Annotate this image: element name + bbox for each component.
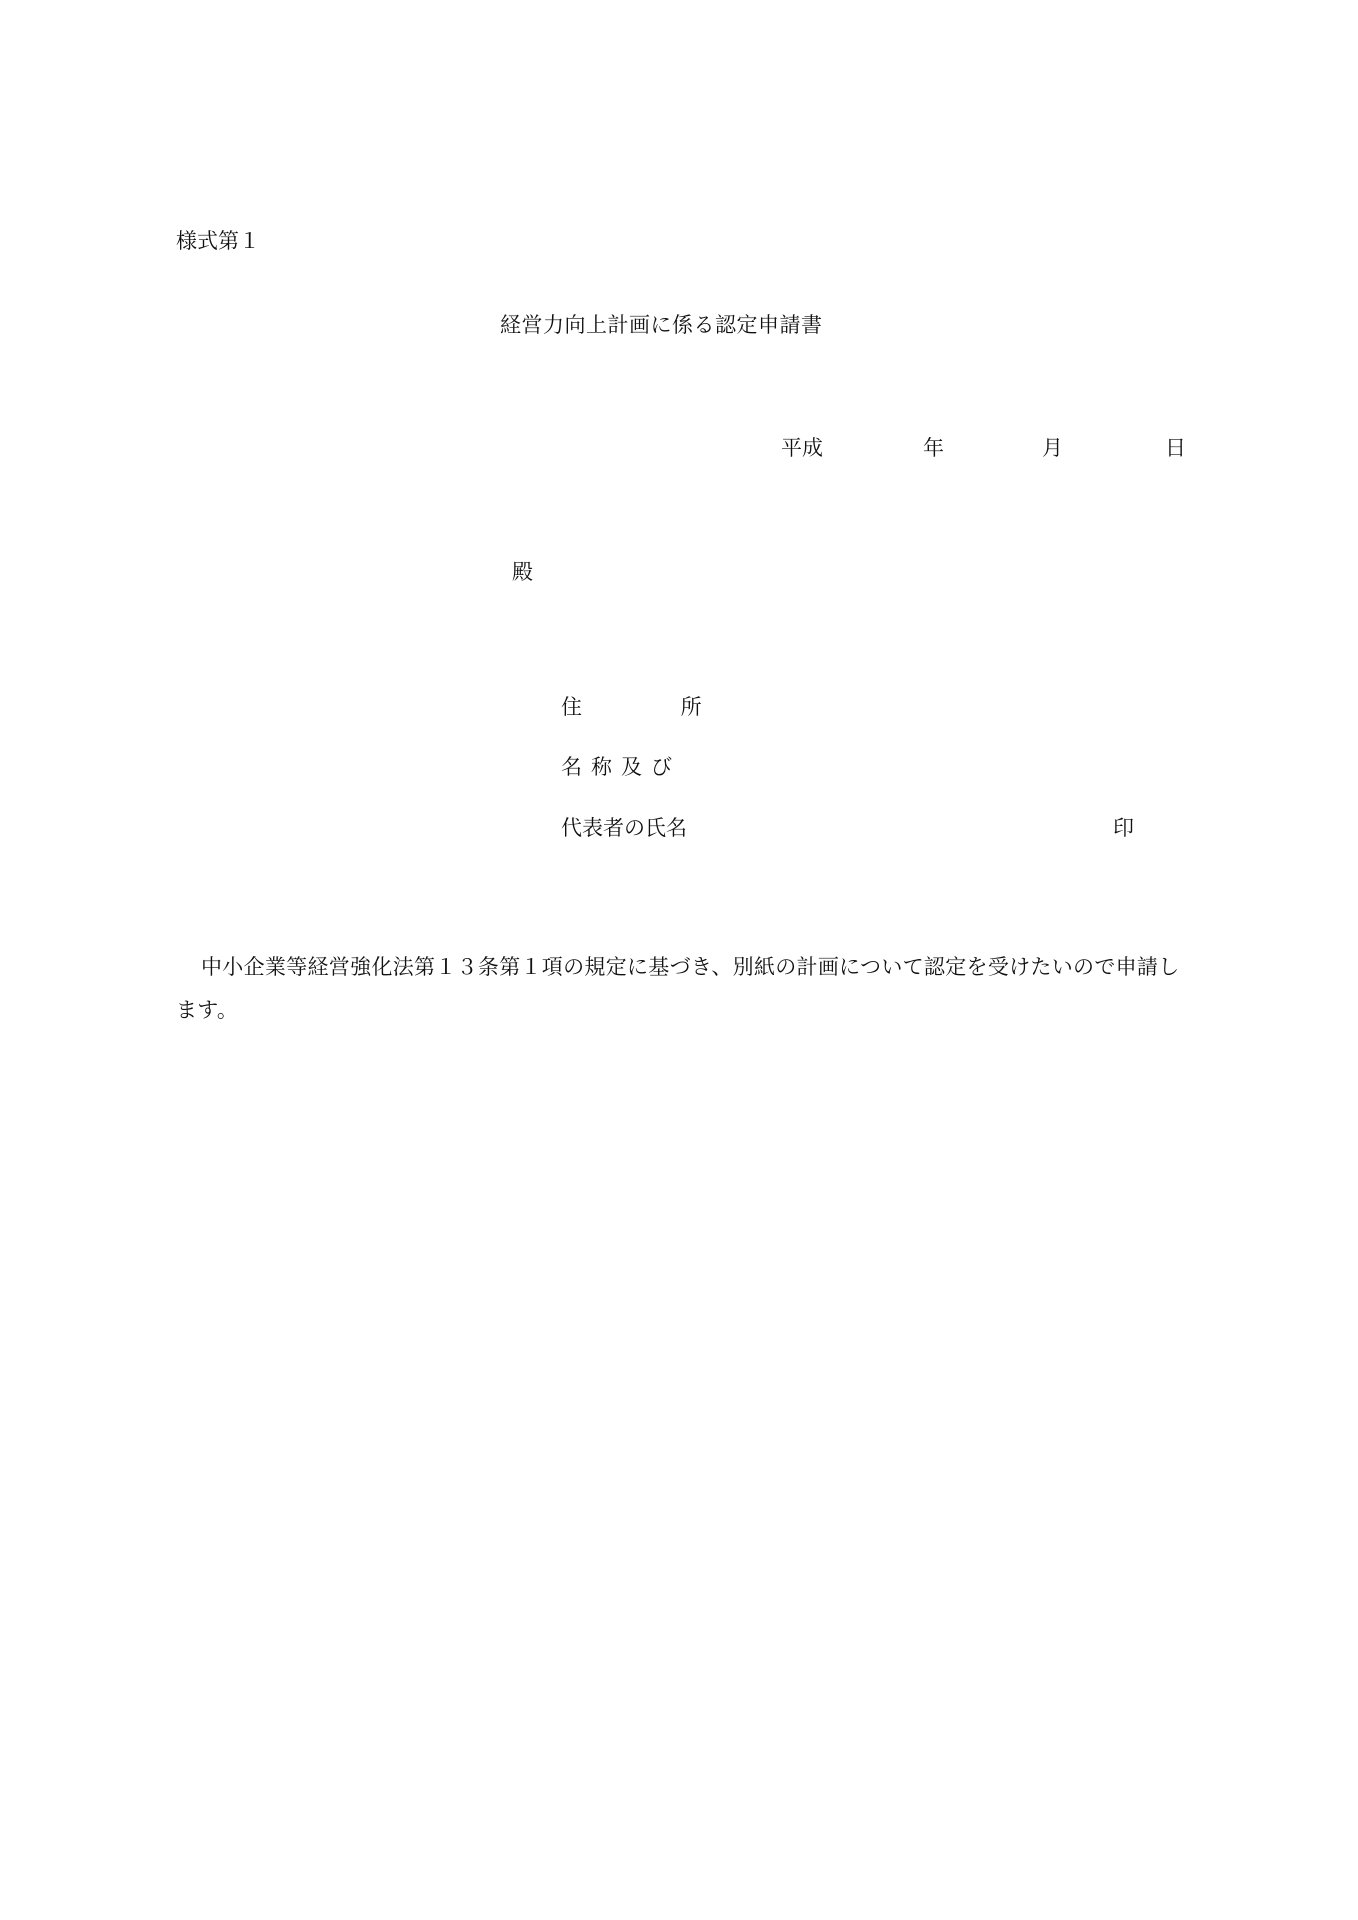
document-title: 経営力向上計画に係る認定申請書 — [500, 313, 823, 337]
addressee-honorific: 殿 — [512, 560, 533, 584]
date-day-label: 日 — [1165, 436, 1186, 460]
date-era: 平成 — [781, 436, 823, 460]
name-label: 名称及び — [561, 755, 681, 779]
date-month-label: 月 — [1042, 436, 1063, 460]
application-statement — [176, 946, 1186, 1032]
seal-mark: 印 — [1113, 816, 1134, 840]
application-statement-text: 中小企業等経営強化法第１３条第１項の規定に基づき、別紙の計画について認定を受けたいので申請します。 — [176, 955, 1180, 1022]
date-year-label: 年 — [923, 436, 944, 460]
representative-label: 代表者の氏名 — [561, 816, 687, 840]
form-number: 様式第１ — [176, 229, 260, 253]
address-label: 住 所 — [561, 695, 702, 719]
